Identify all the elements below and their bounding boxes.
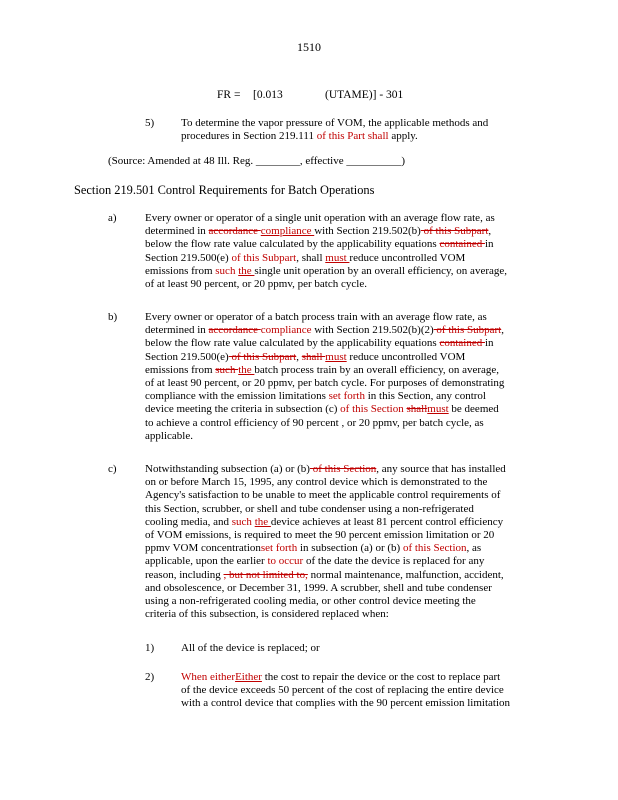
- text-line: [145, 463, 550, 476]
- text-span: Section 219.500(e): [145, 350, 229, 363]
- text-span: Notwithstanding subsection (a) or (b): [145, 463, 310, 475]
- deleted-text: of this Subpart: [420, 225, 489, 238]
- text-span: apply.: [388, 130, 418, 143]
- sub-item-2: [181, 671, 561, 711]
- text-line: [145, 252, 545, 265]
- page-number: 1510: [297, 40, 321, 54]
- inserted-text: of this Subpart: [231, 251, 297, 264]
- inserted-text: of this Section: [402, 542, 467, 555]
- text-line: [145, 364, 550, 377]
- text-line: criteria of this subsection, is considered replaced when:: [145, 608, 389, 621]
- inserted-text: Either: [235, 671, 262, 683]
- text-line: [181, 671, 561, 684]
- text-span: be deemed: [448, 403, 499, 416]
- text-span: determined in: [145, 324, 209, 337]
- text-span: procedures in Section 219.111: [181, 130, 317, 143]
- text-line: [145, 569, 550, 582]
- text-line: [145, 225, 545, 238]
- inserted-text: When either: [181, 671, 236, 683]
- text-span: device achieves at least 81 percent control efficiency: [270, 515, 504, 528]
- text-line: [181, 130, 561, 143]
- text-span: ,: [296, 350, 302, 363]
- text-span: cooling media, and: [145, 515, 232, 528]
- inserted-text: set forth: [260, 542, 300, 555]
- text-span: reduce uncontrolled VOM: [349, 251, 466, 264]
- source-note: (Source: Amended at 48 Ill. Reg. ________, effective __________): [108, 155, 406, 167]
- text-line: [145, 324, 550, 337]
- item-number: 1): [145, 642, 155, 654]
- deleted-text: shall: [301, 350, 326, 363]
- text-line: [145, 337, 550, 350]
- inserted-text: of this Section: [340, 403, 407, 416]
- inserted-text: set forth: [328, 390, 368, 403]
- text-span: reason, including: [145, 568, 224, 581]
- formula-term1: [0.013: [253, 89, 283, 101]
- deleted-text: contained: [439, 238, 485, 251]
- subsection-label: b): [108, 311, 118, 323]
- inserted-text: compliance: [260, 225, 315, 238]
- text-line: on or before March 15, 1995, any control device which is demonstrated to the: [145, 476, 488, 489]
- inserted-text: must: [325, 251, 350, 264]
- text-span: compliance with the emission limitations: [145, 390, 329, 403]
- inserted-text: the: [254, 515, 271, 528]
- formula: [217, 89, 403, 101]
- text-line: applicable.: [145, 429, 193, 442]
- sub-item-1: All of the device is replaced; or: [181, 642, 320, 654]
- text-line: [145, 351, 550, 364]
- text-line: of at least 90 percent, or 20 ppmv, per batch cycle.: [145, 278, 367, 291]
- text-line: [145, 403, 550, 416]
- text-span: below the flow rate value calculated by the applicability equations: [145, 337, 440, 350]
- deleted-text: accordance: [208, 324, 261, 337]
- subsection-b: [145, 311, 550, 443]
- text-span: ,: [501, 324, 504, 337]
- item-number: 5): [145, 117, 155, 129]
- formula-term2: (UTAME)] - 301: [325, 89, 404, 101]
- subsection-label: c): [108, 463, 117, 475]
- text-span: below the flow rate value calculated by the applicability equations: [145, 238, 440, 251]
- text-span: device meeting the criteria in subsection (c): [145, 403, 341, 416]
- item-5-text: [181, 117, 561, 143]
- text-span: normal maintenance, malfunction, accident,: [307, 568, 504, 581]
- text-line: [145, 390, 550, 403]
- deleted-text: shall: [406, 403, 428, 416]
- text-span: with Section 219.502(b): [314, 225, 421, 238]
- text-span: in subsection (a) or (b): [300, 542, 403, 555]
- text-span: Section 219.500(e): [145, 251, 232, 264]
- text-span: the cost to repair the device or the cost to replace part: [261, 671, 501, 683]
- text-line: of at least 90 percent, or 20 ppmv, per batch cycle. For purposes of demonstrating: [145, 377, 505, 390]
- text-span: of the date the device is replaced for any: [305, 555, 485, 568]
- inserted-text: compliance: [260, 324, 315, 337]
- text-span: single unit operation by an overall efficiency, on average,: [254, 264, 508, 277]
- text-line: and obsolescence, or December 31, 1999. A scrubber, shell and tube condenser: [145, 581, 492, 594]
- text-span: , as: [466, 542, 482, 555]
- text-line: Agency's satisfaction to be unable to meet the applicable control requirements of: [145, 489, 501, 502]
- text-span: , shall: [296, 251, 326, 264]
- subsection-a: [145, 212, 545, 291]
- inserted-text: such: [231, 515, 255, 528]
- inserted-text: such: [215, 264, 239, 277]
- text-line: using a non-refrigerated cooling media, or other control device meeting the: [145, 595, 476, 608]
- text-span: reduce uncontrolled VOM: [346, 350, 466, 363]
- text-line: [145, 555, 550, 568]
- text-span: batch process train by an overall efficiency, on average,: [254, 363, 500, 376]
- text-span: with Section 219.502(b)(2): [314, 324, 434, 337]
- text-span: emissions from: [145, 363, 216, 376]
- text-span: applicable, upon the earlier: [145, 555, 268, 568]
- text-span: ,: [488, 225, 492, 238]
- item-number: 2): [145, 671, 155, 683]
- inserted-text: of this Part shall: [316, 130, 389, 143]
- text-span: in: [484, 337, 494, 350]
- deleted-text: of this Section: [309, 463, 377, 475]
- inserted-text: to occur: [267, 555, 306, 568]
- deleted-text: of this Subpart: [228, 350, 297, 363]
- text-line: To determine the vapor pressure of VOM, the applicable methods and: [181, 117, 489, 129]
- text-line: of VOM emissions, is required to meet the 90 percent emission limitation or 20: [145, 529, 495, 542]
- deleted-text: contained: [439, 337, 485, 350]
- subsection-label: a): [108, 212, 117, 224]
- text-line: Every owner or operator of a batch process train with an average flow rate, as: [145, 311, 487, 323]
- text-span: in: [484, 238, 494, 251]
- deleted-text: such: [215, 363, 239, 376]
- text-line: Every owner or operator of a single unit operation with an average flow rate, as: [145, 212, 495, 224]
- inserted-text: the: [238, 264, 255, 277]
- subsection-c: [145, 463, 550, 621]
- text-line: with a control device that complies with the 90 percent emission limitation: [181, 697, 511, 710]
- text-span: in this Section, any control: [367, 390, 486, 403]
- text-line: [145, 238, 545, 251]
- text-span: , any source that has installed: [376, 463, 506, 475]
- inserted-text: must: [427, 403, 449, 416]
- section-heading: Section 219.501 Control Requirements for Batch Operations: [74, 183, 375, 197]
- text-line: [145, 542, 550, 555]
- formula-lhs: FR =: [217, 89, 241, 101]
- deleted-text: , but not limited to,: [223, 568, 308, 581]
- text-line: of the device exceeds 50 percent of the cost of replacing the entire device: [181, 684, 504, 697]
- deleted-text: of this Subpart: [433, 324, 502, 337]
- text-line: [145, 265, 545, 278]
- text-line: to achieve a control efficiency of 90 percent , or 20 ppmv, per batch cycle, as: [145, 416, 484, 429]
- text-span: ppmv VOM concentration: [145, 542, 261, 555]
- text-line: [145, 516, 550, 529]
- inserted-text: the: [238, 363, 255, 376]
- text-span: determined in: [145, 225, 209, 238]
- deleted-text: accordance: [208, 225, 261, 238]
- text-line: this Section, scrubber, or shell and tube condenser using a non-refrigerated: [145, 502, 474, 515]
- text-span: emissions from: [145, 264, 216, 277]
- inserted-text: must: [325, 350, 347, 363]
